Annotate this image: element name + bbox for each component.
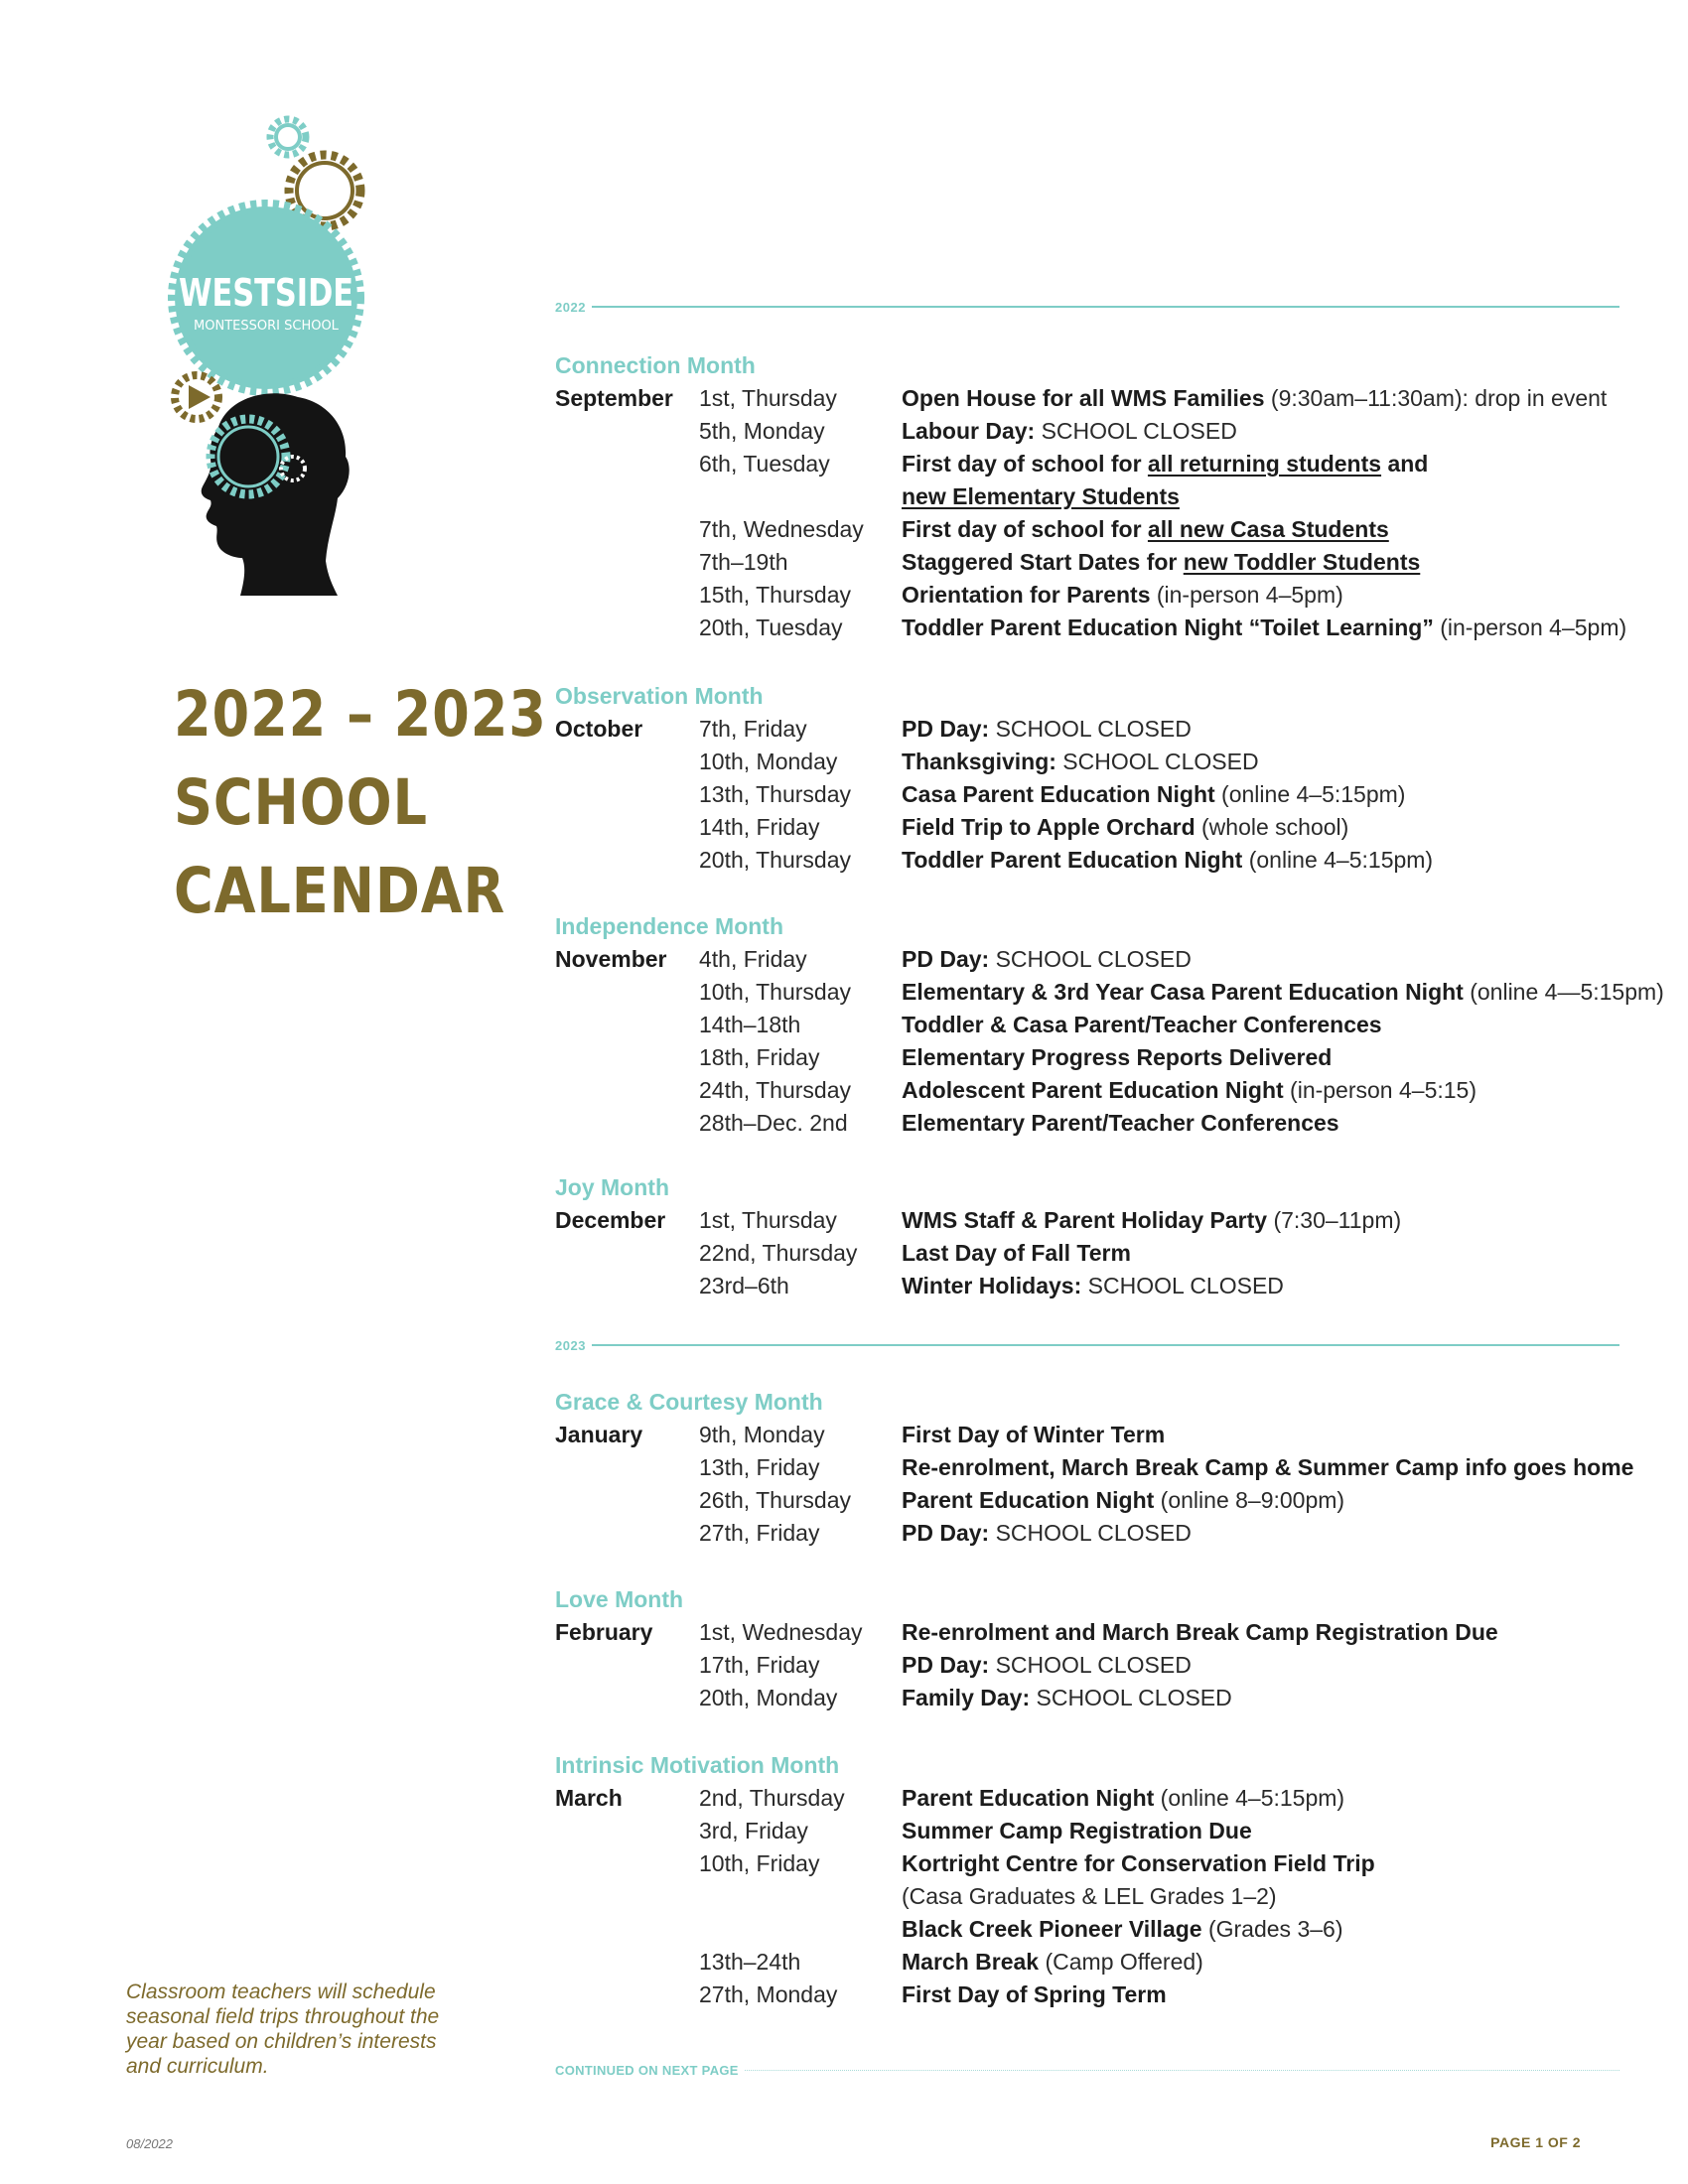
event-title: Summer Camp Registration Due	[902, 1818, 1252, 1843]
event-note: (Camp Offered)	[1039, 1949, 1203, 1975]
event-description	[902, 844, 1433, 877]
event-title: Thanksgiving:	[902, 749, 1056, 774]
event-date: 6th, Tuesday	[699, 451, 830, 477]
badge-school-name: WESTSIDE	[178, 271, 354, 316]
event-date: 7th, Friday	[699, 716, 807, 742]
event-note: (in-person 4–5pm)	[1150, 582, 1343, 608]
event-description	[902, 1880, 1277, 1913]
footer-date: 08/2022	[126, 2136, 173, 2151]
event-title: Kortright Centre for Conservation Field Trip	[902, 1850, 1375, 1876]
event-description	[902, 1074, 1477, 1107]
event-note: SCHOOL CLOSED	[989, 946, 1192, 972]
event-row	[555, 415, 1647, 448]
event-description	[902, 1682, 1232, 1714]
event-row	[555, 513, 1647, 546]
event-title: Re-enrolment and March Break Camp Registration Due	[902, 1619, 1498, 1645]
event-link-text: all returning students	[1147, 451, 1382, 477]
event-row	[555, 382, 1647, 415]
event-row	[555, 448, 1647, 480]
event-title: WMS Staff & Parent Holiday Party	[902, 1207, 1268, 1233]
event-row	[555, 976, 1664, 1009]
event-note: SCHOOL CLOSED	[1055, 749, 1259, 774]
event-note: (7:30–11pm)	[1267, 1207, 1402, 1233]
month-theme: Observation Month	[555, 683, 764, 709]
continued-rule	[555, 2061, 1619, 2079]
event-date: 15th, Thursday	[699, 582, 852, 608]
event-note: (Casa Graduates & LEL Grades 1–2)	[902, 1883, 1277, 1909]
event-row	[555, 713, 1647, 746]
event-row	[555, 844, 1647, 877]
event-description	[902, 1009, 1382, 1041]
continued-label: CONTINUED ON NEXT PAGE	[555, 2062, 739, 2078]
event-description	[902, 1270, 1284, 1302]
event-title: First Day of Spring Term	[902, 1981, 1167, 2007]
month-name: November	[555, 946, 667, 972]
event-title: First Day of Winter Term	[902, 1422, 1166, 1447]
event-description	[902, 1913, 1342, 1946]
event-title: Casa Parent Education Night	[902, 781, 1215, 807]
event-description	[902, 513, 1389, 546]
event-title: Toddler Parent Education Night	[902, 847, 1243, 873]
event-row	[555, 1074, 1647, 1107]
event-row	[555, 1041, 1647, 1074]
event-row	[555, 1204, 1647, 1237]
event-row	[555, 1237, 1647, 1270]
event-row	[555, 480, 1647, 513]
event-description	[902, 1616, 1498, 1649]
event-row	[555, 1979, 1647, 2011]
event-description	[902, 1815, 1252, 1847]
event-date: 13th, Thursday	[699, 781, 852, 807]
page-number: PAGE 1 OF 2	[1490, 2134, 1581, 2150]
event-description	[902, 1484, 1344, 1517]
event-title: First day of school for	[902, 516, 1148, 542]
event-date: 10th, Friday	[699, 1850, 820, 1876]
month-name: February	[555, 1619, 653, 1645]
event-title: Black Creek Pioneer Village	[902, 1916, 1202, 1942]
title-calendar: CALENDAR	[174, 855, 506, 927]
event-note: (in-person 4–5pm)	[1433, 614, 1627, 640]
event-row	[555, 1419, 1647, 1451]
year-rule-line	[592, 306, 1619, 308]
event-description	[902, 1237, 1131, 1270]
event-description	[902, 1204, 1401, 1237]
event-row	[555, 1451, 1647, 1484]
event-description	[902, 746, 1259, 778]
event-title-tail: and	[1381, 451, 1429, 477]
event-date: 27th, Monday	[699, 1981, 838, 2007]
month-name: March	[555, 1785, 623, 1811]
event-title: Adolescent Parent Education Night	[902, 1077, 1284, 1103]
event-date: 22nd, Thursday	[699, 1240, 858, 1266]
event-row	[555, 1815, 1647, 1847]
title-years: 2022 – 2023	[174, 678, 547, 751]
event-note: SCHOOL CLOSED	[989, 716, 1192, 742]
event-row	[555, 1616, 1647, 1649]
year-label: 2022	[555, 299, 586, 315]
event-title: March Break	[902, 1949, 1040, 1975]
event-description	[902, 1847, 1375, 1880]
year-label: 2023	[555, 1337, 586, 1353]
event-date: 20th, Monday	[699, 1685, 838, 1710]
event-description	[902, 480, 1180, 513]
event-description	[902, 811, 1348, 844]
event-date: 18th, Friday	[699, 1044, 820, 1070]
month-name: September	[555, 385, 673, 411]
event-note: SCHOOL CLOSED	[989, 1520, 1192, 1546]
event-note: SCHOOL CLOSED	[989, 1652, 1192, 1678]
event-note: SCHOOL CLOSED	[1030, 1685, 1232, 1710]
event-date: 24th, Thursday	[699, 1077, 852, 1103]
month-theme: Love Month	[555, 1586, 684, 1612]
event-date: 20th, Tuesday	[699, 614, 843, 640]
event-row	[555, 1682, 1647, 1714]
event-title: Elementary & 3rd Year Casa Parent Education Night	[902, 979, 1464, 1005]
event-note: (online 8–9:00pm)	[1154, 1487, 1345, 1513]
event-date: 13th–24th	[699, 1949, 801, 1975]
event-row	[555, 943, 1647, 976]
month-section	[555, 1749, 1647, 2011]
event-link-text: new Elementary Students	[902, 483, 1180, 509]
field-trip-note: Classroom teachers will schedule seasonal field trips throughout the year based on children’s interests and curriculum.	[126, 1980, 440, 2078]
month-section	[555, 349, 1647, 644]
month-section	[555, 910, 1664, 1140]
event-description	[902, 1419, 1165, 1451]
event-date: 9th, Monday	[699, 1422, 825, 1447]
event-description	[902, 612, 1626, 644]
event-description	[902, 448, 1428, 480]
month-theme: Intrinsic Motivation Month	[555, 1752, 840, 1778]
month-section	[555, 1171, 1647, 1302]
event-description	[902, 1041, 1332, 1074]
event-link-text: all new Casa Students	[1147, 516, 1389, 542]
event-title: Field Trip to Apple Orchard	[902, 814, 1196, 840]
event-row	[555, 1782, 1647, 1815]
event-title: Family Day:	[902, 1685, 1031, 1710]
event-row	[555, 1880, 1647, 1913]
event-description	[902, 976, 1664, 1009]
month-name: December	[555, 1207, 666, 1233]
event-description	[902, 382, 1607, 415]
event-title: Open House for all WMS Families	[902, 385, 1265, 411]
event-date: 10th, Monday	[699, 749, 838, 774]
badge-school-subname: MONTESSORI SCHOOL	[194, 319, 339, 334]
event-title: Elementary Parent/Teacher Conferences	[902, 1110, 1339, 1136]
event-note: (online 4–5:15pm)	[1154, 1785, 1345, 1811]
event-date: 2nd, Thursday	[699, 1785, 845, 1811]
title-school: SCHOOL	[174, 766, 428, 839]
event-date: 1st, Wednesday	[699, 1619, 863, 1645]
event-note: (online 4–5:15pm)	[1214, 781, 1406, 807]
event-note: (in-person 4–5:15)	[1283, 1077, 1477, 1103]
event-row	[555, 1009, 1647, 1041]
event-row	[555, 1847, 1647, 1880]
event-date: 17th, Friday	[699, 1652, 820, 1678]
month-section	[555, 1386, 1647, 1550]
year-rule-line	[592, 1344, 1619, 1346]
event-description	[902, 778, 1405, 811]
event-title: Labour Day:	[902, 418, 1036, 444]
event-date: 27th, Friday	[699, 1520, 820, 1546]
event-date: 1st, Thursday	[699, 1207, 837, 1233]
event-row	[555, 1107, 1647, 1140]
event-date: 7th–19th	[699, 549, 788, 575]
event-row	[555, 579, 1647, 612]
event-row	[555, 1649, 1647, 1682]
event-title: PD Day:	[902, 716, 990, 742]
month-name: January	[555, 1422, 643, 1447]
event-title: Toddler Parent Education Night “Toilet Learning”	[902, 614, 1434, 640]
event-description	[902, 1979, 1167, 2011]
event-date: 5th, Monday	[699, 418, 825, 444]
event-description	[902, 943, 1192, 976]
month-theme: Grace & Courtesy Month	[555, 1389, 823, 1415]
event-description	[902, 1517, 1192, 1550]
event-title: Re-enrolment, March Break Camp & Summer Camp info goes home	[902, 1454, 1634, 1480]
event-title: Parent Education Night	[902, 1487, 1155, 1513]
continued-dotted-line	[745, 2070, 1619, 2071]
event-description	[902, 1451, 1633, 1484]
event-description	[902, 415, 1237, 448]
event-title: PD Day:	[902, 1520, 990, 1546]
event-row	[555, 1484, 1647, 1517]
event-row	[555, 612, 1647, 644]
event-title: Parent Education Night	[902, 1785, 1155, 1811]
event-date: 7th, Wednesday	[699, 516, 864, 542]
event-row	[555, 746, 1647, 778]
month-theme: Independence Month	[555, 913, 783, 939]
event-date: 13th, Friday	[699, 1454, 820, 1480]
event-description	[902, 579, 1343, 612]
event-row	[555, 546, 1647, 579]
event-note: (online 4–5:15pm)	[1242, 847, 1434, 873]
event-date: 23rd–6th	[699, 1273, 789, 1298]
event-note: SCHOOL CLOSED	[1081, 1273, 1284, 1298]
year-divider	[555, 1336, 1619, 1354]
event-title: Orientation for Parents	[902, 582, 1151, 608]
event-row	[555, 1946, 1647, 1979]
event-title: Winter Holidays:	[902, 1273, 1082, 1298]
month-section	[555, 1583, 1647, 1714]
event-description	[902, 1782, 1344, 1815]
event-row	[555, 1517, 1647, 1550]
event-title: First day of school for	[902, 451, 1148, 477]
event-title: Toddler & Casa Parent/Teacher Conferences	[902, 1012, 1382, 1037]
event-row	[555, 1913, 1647, 1946]
event-description	[902, 713, 1192, 746]
month-theme: Joy Month	[555, 1174, 669, 1200]
month-section	[555, 680, 1647, 877]
event-note: (whole school)	[1195, 814, 1349, 840]
event-date: 20th, Thursday	[699, 847, 852, 873]
event-note: (Grades 3–6)	[1201, 1916, 1343, 1942]
event-date: 10th, Thursday	[699, 979, 852, 1005]
event-row	[555, 811, 1647, 844]
event-description	[902, 1649, 1192, 1682]
event-date: 4th, Friday	[699, 946, 807, 972]
event-title: Staggered Start Dates for	[902, 549, 1184, 575]
event-date: 1st, Thursday	[699, 385, 837, 411]
event-date: 28th–Dec. 2nd	[699, 1110, 848, 1136]
event-link-text: new Toddler Students	[1183, 549, 1421, 575]
month-name: October	[555, 716, 643, 742]
event-note: (online 4—5:15pm)	[1463, 979, 1664, 1005]
event-row	[555, 778, 1647, 811]
event-note: SCHOOL CLOSED	[1035, 418, 1237, 444]
event-title: PD Day:	[902, 1652, 990, 1678]
event-description	[902, 1107, 1339, 1140]
event-title: PD Day:	[902, 946, 990, 972]
month-theme: Connection Month	[555, 352, 756, 378]
event-date: 14th, Friday	[699, 814, 820, 840]
event-title: Elementary Progress Reports Delivered	[902, 1044, 1333, 1070]
event-date: 14th–18th	[699, 1012, 801, 1037]
year-divider	[555, 298, 1619, 316]
event-title: Last Day of Fall Term	[902, 1240, 1131, 1266]
event-note: (9:30am–11:30am): drop in event	[1264, 385, 1608, 411]
event-description	[902, 1946, 1203, 1979]
event-date: 26th, Thursday	[699, 1487, 852, 1513]
event-row	[555, 1270, 1647, 1302]
event-date: 3rd, Friday	[699, 1818, 808, 1843]
event-description	[902, 546, 1420, 579]
